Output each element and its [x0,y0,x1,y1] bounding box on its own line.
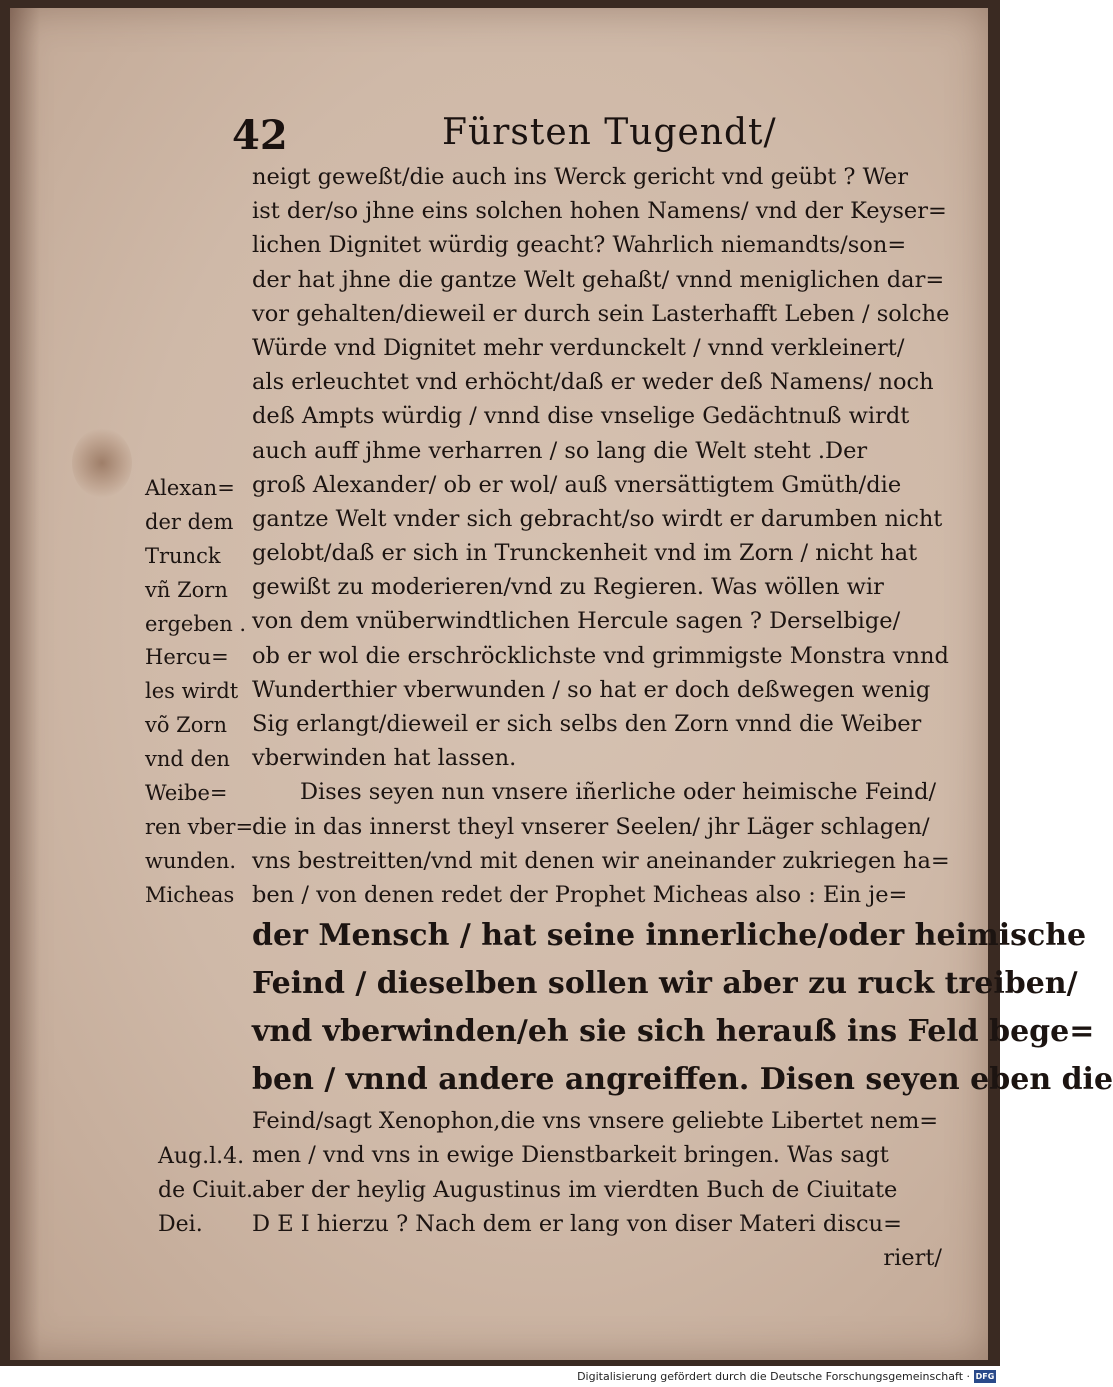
margin-note-line: ren vber= [145,814,254,839]
margin-note-line: vnd den [145,747,230,772]
page-header [232,112,932,162]
citation-line: de Ciuit. [158,1178,254,1203]
margin-note-line: les wirdt [145,679,239,704]
margin-note-line: vñ Zorn [145,577,228,602]
funding-credit: Digitalisierung gefördert durch die Deutsche Forschungsgemeinschaft · [577,1370,970,1383]
text-line: D E I hierzu ? Nach dem er lang von diser Materi discu= [252,1210,902,1237]
text-line: die in das innerst theyl vnserer Seelen/ jhr Läger schlagen/ [252,813,930,840]
citation-line: Dei. [158,1212,203,1237]
text-line: neigt geweßt/die auch ins Werck gericht vnd geübt ? Wer [252,164,908,190]
margin-note-line: Weibe= [145,781,228,806]
text-line: men / vnd vns in ewige Dienstbarkeit bringen. Was sagt [252,1142,889,1169]
text-line: auch auff jhme verharren / so lang die Welt steht .Der [252,437,868,464]
margin-note-line: võ Zorn [145,713,227,738]
text-line: Dises seyen nun vnsere iñerliche oder heimische Feind/ [300,779,937,806]
running-title: Fürsten Tugendt/ [442,112,777,153]
dfg-logo: DFG [975,1372,995,1381]
margin-citation [158,1140,268,1242]
quote-line: der Mensch / hat seine innerliche/oder heimische [252,918,1087,954]
text-line: der hat jhne die gantze Welt gehaßt/ vnnd meniglichen dar= [252,266,945,293]
text-line: Wunderthier vberwunden / so hat er doch deßwegen wenig [252,676,931,703]
text-line: von dem vnüberwindtlichen Hercule sagen ? Derselbige/ [252,608,901,635]
quote-line: Feind / dieselben sollen wir aber zu ruck treiben/ [252,966,1078,1002]
text-line: ob er wol die erschröcklichste vnd grimmigste Monstra vnnd [252,642,949,669]
text-line: als erleuchtet vnd erhöcht/daß er weder deß Namens/ noch [252,369,934,396]
text-line: ist der/so jhne eins solchen hohen Namens/ vnd der Keyser= [252,198,947,225]
page-number: 42 [232,112,288,159]
text-line: deß Ampts würdig / vnnd dise vnselige Gedächtnuß wirdt [252,403,910,430]
text-line: vns bestreitten/vnd mit denen wir aneinander zukriegen ha= [252,847,950,874]
text-line: ben / von denen redet der Prophet Micheas also : Ein je= [252,881,908,908]
text-line: groß Alexander/ ob er wol/ auß vnersättigtem Gmüth/die [252,471,902,498]
text-line: Sig erlangt/dieweil er sich selbs den Zorn vnnd die Weiber [252,711,922,737]
text-line: Feind/sagt Xenophon,die vns vnsere geliebte Libertet nem= [252,1108,939,1135]
quote-line: vnd vberwinden/eh sie sich herauß ins Feld bege= [252,1014,1095,1050]
text-line: gewißt zu moderieren/vnd zu Regieren. Was wöllen wir [252,574,884,601]
margin-notes [145,472,257,913]
text-line: aber der heylig Augustinus im vierdten Buch de Ciuitate [252,1176,898,1203]
margin-note-line: Hercu= [145,645,229,670]
text-line: vor gehalten/dieweil er durch sein Lasterhafft Leben / solche [252,300,950,327]
catchword: riert/ [883,1244,942,1271]
margin-note-line: Alexan= [145,476,235,500]
page-stain [72,428,132,498]
text-line: vberwinden hat lassen. [252,745,517,772]
quote-line: ben / vnnd andere angreiffen. Disen seyen eben die [252,1062,1113,1098]
text-line: gantze Welt vnder sich gebracht/so wirdt er darumben nicht [252,505,943,532]
margin-note-line: Micheas [145,882,235,907]
margin-note-line: ergeben . [145,611,247,636]
margin-note-line: der dem [145,509,234,534]
footer-bar [0,1366,1000,1387]
text-line: lichen Dignitet würdig geacht? Wahrlich niemandts/son= [252,232,907,259]
margin-note-line: wunden. [145,848,237,873]
text-line: Würde vnd Dignitet mehr verdunckelt / vnnd verkleinert/ [252,334,905,361]
citation-line: Aug.l.4. [158,1144,245,1169]
margin-note-line: Trunck [145,543,221,568]
body-text [252,160,1113,1275]
text-line: gelobt/daß er sich in Trunckenheit vnd im Zorn / nicht hat [252,540,918,567]
page-spine-shadow [10,8,40,1360]
